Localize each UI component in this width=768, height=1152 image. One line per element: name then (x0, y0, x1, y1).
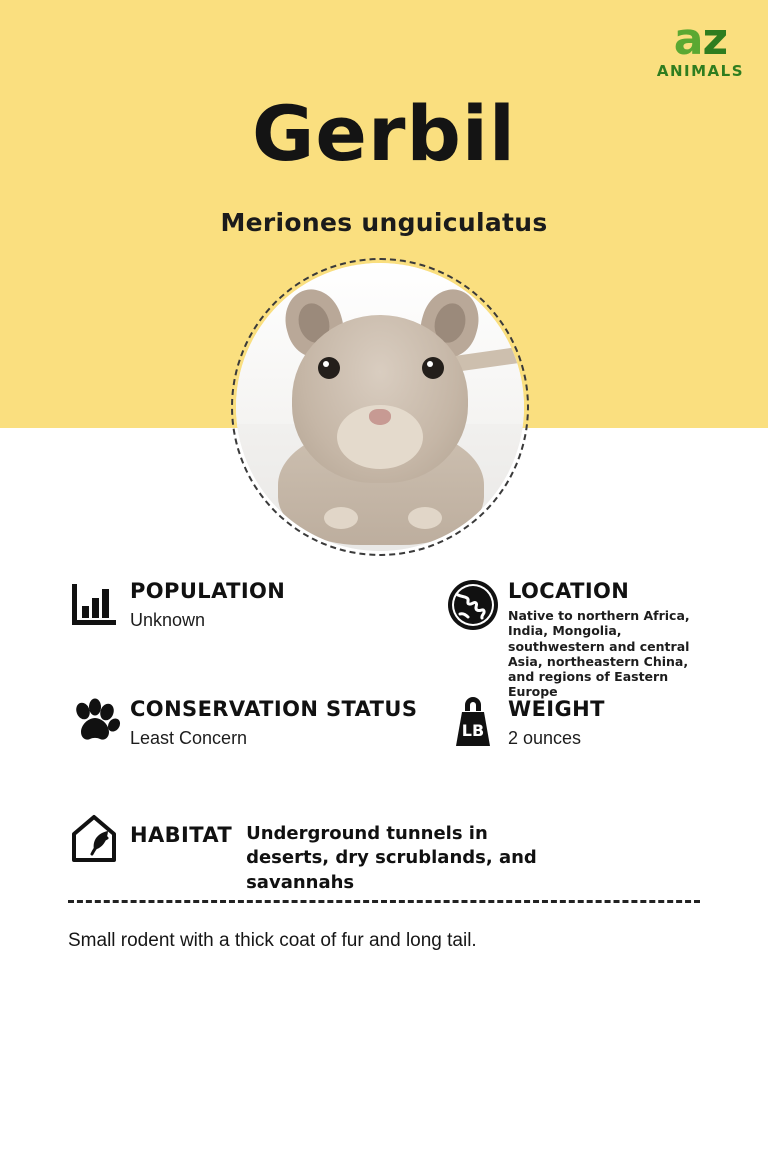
fact-population-text (130, 578, 285, 632)
house-leaf-icon (68, 810, 130, 866)
fact-location-label: LOCATION (508, 579, 630, 603)
weight-icon (446, 696, 508, 750)
svg-text:LB: LB (461, 721, 485, 740)
fact-location-text (508, 578, 708, 700)
fact-population-value: Unknown (130, 610, 206, 631)
fact-conservation-text (130, 696, 417, 750)
fact-habitat-label: HABITAT (130, 823, 233, 847)
logo-mark (657, 14, 744, 65)
animal-photo (231, 258, 529, 556)
scientific-name: Meriones unguiculatus (220, 208, 548, 237)
bar-chart-icon (68, 578, 130, 632)
fact-population (68, 578, 285, 632)
page-title: Gerbil (252, 89, 516, 178)
fact-habitat (68, 810, 556, 895)
dashed-divider (68, 900, 700, 903)
fact-location (446, 578, 708, 700)
fact-weight-value: 2 ounces (508, 728, 582, 749)
fact-conservation-value: Least Concern (130, 728, 248, 749)
fact-conservation-status (68, 696, 417, 750)
paw-icon (68, 696, 130, 750)
logo-wordmark: ANIMALS (656, 62, 744, 80)
fact-weight-text (508, 696, 605, 750)
photo-dashed-ring (231, 258, 529, 556)
logo-letter-a: a (673, 14, 703, 65)
fact-weight-label: WEIGHT (508, 697, 605, 721)
fact-habitat-value: Underground tunnels in deserts, dry scrublands, and savannahs (246, 823, 537, 893)
summary-text: Small rodent with a thick coat of fur and long tail. (68, 930, 477, 951)
fact-weight (446, 696, 605, 750)
logo-letter-z: z (702, 14, 728, 65)
fact-population-label: POPULATION (130, 579, 286, 603)
fact-habitat-text (130, 810, 556, 895)
globe-icon (446, 578, 508, 632)
az-animals-logo[interactable] (656, 14, 744, 80)
fact-location-value: Native to northern Africa, India, Mongolia, southwestern and central Asia, northeastern China, and regions of Eastern Europe (508, 608, 690, 700)
fact-conservation-label: CONSERVATION STATUS (130, 697, 418, 721)
